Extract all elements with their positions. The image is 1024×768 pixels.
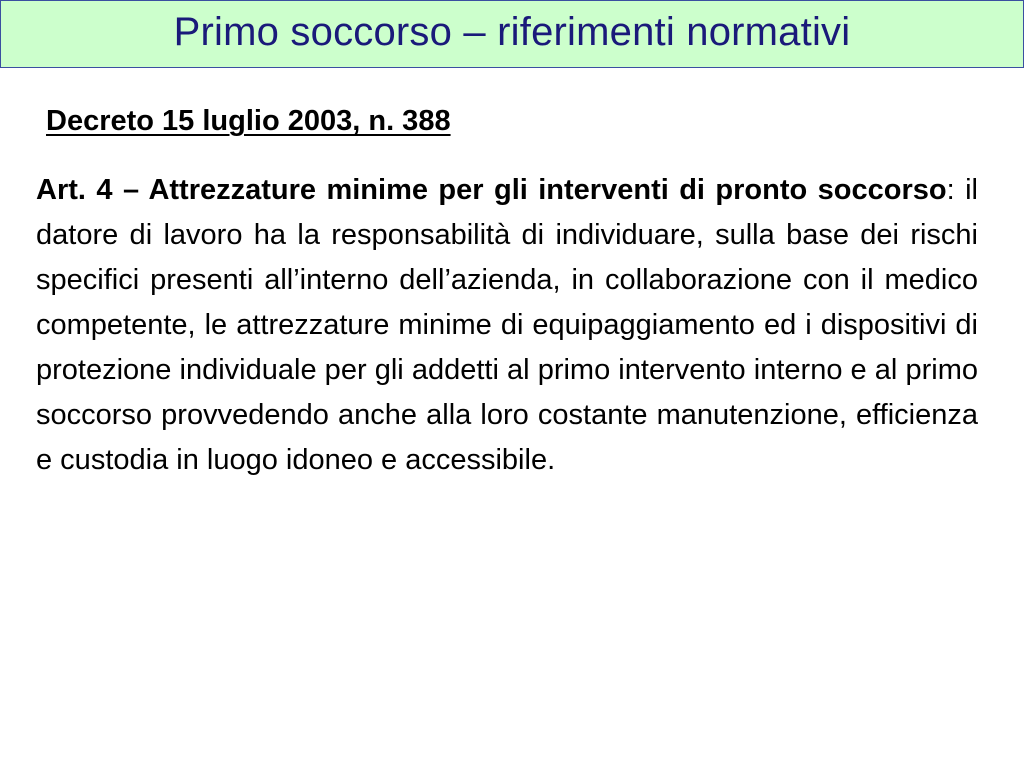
article-colon: : [946, 174, 955, 206]
article-paragraph [36, 168, 978, 483]
article-heading: Attrezzature minime per gli interventi di pronto soccorso [148, 174, 947, 206]
slide-title-bar [0, 0, 1024, 68]
article-body: il datore di lavoro ha la responsabilità di individuare, sulla base dei rischi specifici presenti all’interno dell’azienda, in collaborazione con il medico competente, le attrezzature minime di equipaggiamento ed i dispositivi di protezione individuale per gli addetti al primo intervento interno e al primo soccorso provvedendo anche alla loro costante manutenzione, efficienza e custodia in luogo idoneo e accessibile. [36, 174, 978, 476]
article-number: Art. 4 – [36, 174, 149, 206]
slide-title: Primo soccorso – riferimenti normativi [173, 10, 851, 54]
decree-reference: Decreto 15 luglio 2003, n. 388 [46, 105, 451, 137]
